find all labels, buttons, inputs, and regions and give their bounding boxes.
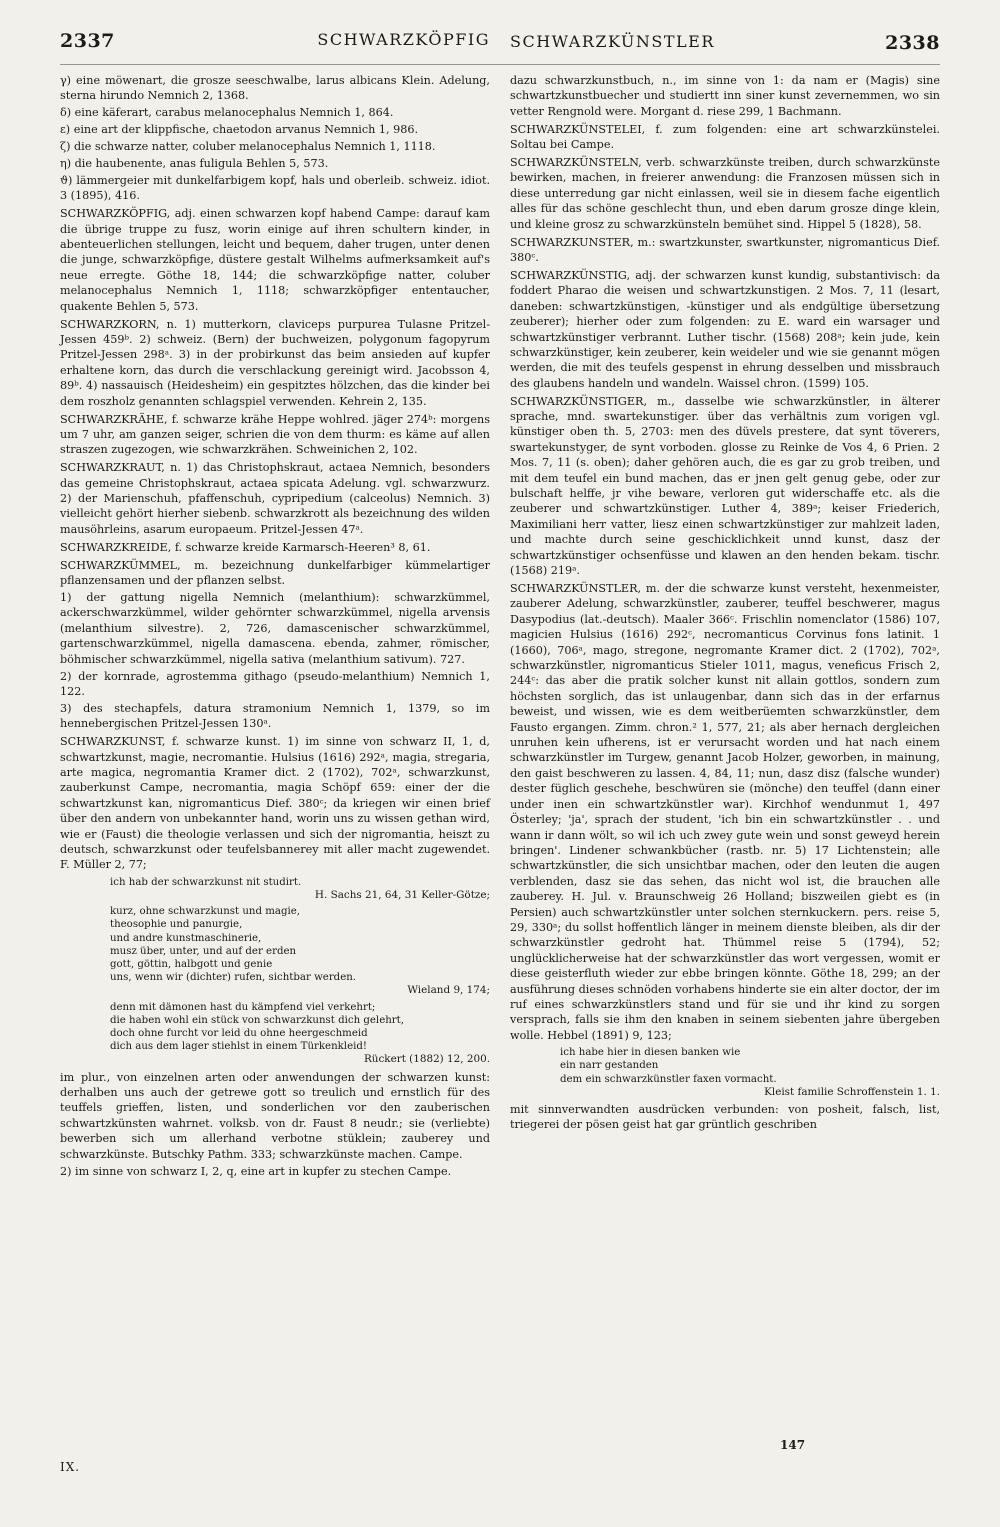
entry-paragraph: mit sinnverwandten ausdrücken verbunden: von posheit, falsch, list, triegerei der pösen geist hat gar grüntlich geschriben [510,1103,940,1132]
entry-schwarzkuenstelei: SCHWARZKÜNSTELEI, f. zum folgenden: eine art schwarzkünstelei. Soltau bei Campe. [510,122,940,152]
entry-schwarzkunst: SCHWARZKUNST, f. schwarze kunst. 1) im sinne von schwarz II, 1, d, schwartzkunst, magie, necromantie. Hulsius (1616) 292ᵃ, magia, stregaria, arte magica, negromantia Kramer dict. 2 (1702), 702ᵃ, schwarzkunst, zauberkunst Campe, necromantia, magia Schöpf 659: einer der die schwartzkunst kan, nigromanticus Dief. 380ᶜ; da kriegen wir einen brief über den andern von unbekannter hand, worin uns zu wissen gethan wird, wie er (Faust) die theologie verlassen und sich der nigromantia, heiszt zu deutsch, schwarzkunst oder teufelsbannerey mit aller macht zugewendet. F. Müller 2, 77; [60,735,490,872]
verse-line: und andre kunstmaschinerie, [110,932,262,944]
right-header [510,32,940,54]
entry-schwarzkuemmel: SCHWARZKÜMMEL, m. bezeichnung dunkelfarbiger kümmelartiger pflanzensamen und der pflanzen selbst. [60,558,490,588]
left-header [60,30,490,52]
entry-schwarzkraehe: SCHWARZKRÄHE, f. schwarze krähe Heppe wohlred. jäger 274ᵇ: morgens um 7 uhr, am ganzen seiger, schrien die von dem thurm: es käme auf allen straszen zugezogen, wie schwarzkrähen. Schweinichen 2, 102. [60,412,490,457]
verse-line: gott, göttin, halbgott und genie [110,959,273,971]
entry-schwarzkraut: SCHWARZKRAUT, n. 1) das Christophskraut, actaea Nemnich, besonders das gemeine Christophskraut, actaea spicata Adelung. vgl. schwarzwurz. 2) der Marienschuh, pfaffenschuh, cypripedium (calceolus) Nemnich. 3) vielleicht gehört hierher siebenb. schwarzkrott als bezeichnung des wilden mausöhrleins, asarum europaeum. Pritzel-Jessen 47ᵃ. [60,461,490,536]
verse-line: theosophie und panurgie, [110,919,243,931]
quote-source: Rückert (1882) 12, 200. [363,1053,490,1066]
verse-line: ich hab der schwarzkunst nit studirt. [110,876,302,888]
verse-quote [60,1001,490,1067]
volume-mark: IX. [60,1460,81,1474]
entry-schwarzkoepfig: SCHWARZKÖPFIG, adj. einen schwarzen kopf habend Campe: darauf kam die übrige truppe zu fusz, worin einige auf ihren schultern kinder, in abenteuerlichen stellungen, leicht und bequem, daher trugen, unter denen die junge, schwarzköpfige, düstere gestalt Wilhelms aufmerksamkeit auf's neue erregte. Göthe 18, 144; die schwarzköpfige natter, coluber melanocephalus Nemnich 1, 1118; schwarzköpfiger ententaucher, quakente Behlen 5, 573. [60,207,490,313]
right-column [510,73,940,1181]
quote-source: Kleist familie Schroffenstein 1. 1. [764,1085,940,1098]
entry-paragraph: δ) eine käferart, carabus melanocephalus Nemnich 1, 864. [60,106,394,120]
verse-line: dich aus dem lager stiehlst in einem Türkenkleid! [110,1041,367,1053]
verse-line: ein narr gestanden [560,1060,659,1072]
left-headword: SCHWARZKÖPFIG [317,30,490,49]
entry-schwarzkunster: SCHWARZKUNSTER, m.: swartzkunster, swartkunster, nigromanticus Dief. 380ᶜ. [510,235,940,264]
entry-paragraph: γ) eine möwenart, die grosze seeschwalbe, larus albicans Klein. Adelung, sterna hirundo Nemnich 2, 1368. [60,74,490,103]
entry-paragraph: η) die haubenente, anas fuligula Behlen 5, 573. [60,157,329,171]
verse-quote [510,1046,940,1099]
verse-line: dem ein schwarzkünstler faxen vormacht. [560,1073,777,1085]
left-column [60,73,490,1181]
verse-quote [60,876,490,902]
quote-source: H. Sachs 21, 64, 31 Keller-Götze; [314,889,490,902]
entry-paragraph: ε) eine art der klippfische, chaetodon arvanus Nemnich 1, 986. [60,123,419,137]
entry-paragraph: 1) der gattung nigella Nemnich (melanthium): schwarzkümmel, ackerschwarzkümmel, wilder gehörnter schwarzkümmel, nigella arvensis (melanthium silvestre). 2, 726, damascenischer schwarzkümmel, gartenschwarzkümmel, nigella damascena. ebenda, zahmer, römischer, böhmischer schwarzkümmel, nigella sativa (melanthium sativum). 727. [60,591,490,666]
entry-schwarzkuensteln: SCHWARZKÜNSTELN, verb. schwarzkünste treiben, durch schwarzkünste bewirken, machen, in freierer anwendung: die Franzosen müssen sich in diese unterredung gar nicht einlassen, weil sie in diesem fache eigentlich alles für das schöne geschlecht thun, und eben darum grosze dinge klein, und kleine grosz zu schwarzkünsteln bemühet sind. Hippel 5 (1828), 58. [510,156,940,231]
entry-paragraph: 3) des stechapfels, datura stramonium Nemnich 1, 1379, so im hennebergischen Pritzel-Jessen 130ᵃ. [60,701,490,731]
entry-schwarzkuenstiger: SCHWARZKÜNSTIGER, m., dasselbe wie schwarzkünstler, in älterer sprache, mnd. swartekunstiger. über das verhältnis zum vorigen vgl. künstiger oben th. 5, 2703: men des düvels prestere, dat synt töverers, swartekunstyger, de synt vorboden. glosse zu Reinke de Vos 4, 6 Prien. 2 Mos. 7, 11 (s. oben); daher gehören auch, die es gar zu grob treiben, und mit dem teufel ein bund machen, das er jnen gelt genug gebe, oder zur bulschaft helffe, jr vihe beware, verloren gut widerschaffe etc. als die zeuberer und schwartzkünstiger. Luther 4, 389ᵃ; keiser Friederich, Maximiliani herr vatter, liesz einen schwartzkünstiger zur mahlzeit laden, und machte durch seine geschicklichkeit unnd kunst, dasz der schwartzkünstiger ochsenfüsse und klawen an den henden bekam. tischr. (1568) 219ᵃ. [510,394,940,578]
right-headword: SCHWARZKÜNSTLER [510,32,715,51]
verse-line: uns, wenn wir (dichter) rufen, sichtbar werden. [110,972,357,984]
entry-paragraph: 2) im sinne von schwarz I, 2, q, eine art in kupfer zu stechen Campe. [60,1164,452,1178]
verse-line: denn mit dämonen hast du kämpfend viel verkehrt; [110,1001,376,1013]
entry-schwarzkuenstig: SCHWARZKÜNSTIG, adj. der schwarzen kunst kundig, substantivisch: da foddert Pharao die weisen und schwartzkunstigen. 2 Mos. 7, 11 (lesart, daneben: schwartzkünstigen, -künstiger und als endgültige übersetzung zeuberer); hierher oder zum folgenden: zu E. ward ein warsager und schwartzkünstiger verbrannt. Luther tischr. (1568) 208ᵃ; kein jude, kein schwarzkünstiger, kein zeuberer, kein weideler und wie sie genannt mögen werden, die mit des teufels gespenst in ehrung desselben und missbrauch des glaubens handeln und wandeln. Waissel chron. (1599) 105. [510,268,940,390]
entry-schwarzkreide: SCHWARZKREIDE, f. schwarze kreide Karmarsch-Heeren³ 8, 61. [60,540,431,554]
verse-line: kurz, ohne schwarzkunst und magie, [110,906,301,918]
right-page-number: 2338 [885,32,940,54]
text-columns [60,73,940,1181]
verse-line: musz über, unter, und auf der erden [110,945,297,957]
sheet-number: 147 [780,1438,806,1452]
entry-schwarzkuenstler: SCHWARZKÜNSTLER, m. der die schwarze kunst versteht, hexenmeister, zauberer Adelung, schwarzkünstler, zauberer, teuffel beschwerer, magus Dasypodius (lat.-deutsch). Maaler 366ᶜ. Frischlin nomenclator (1586) 107, magicien Hulsius (1616) 292ᶜ, necromanticus Corvinus fons latinit. 1 (1660), 706ᵃ, mago, stregone, negromante Kramer dict. 2 (1702), 702ᵃ, schwarzkünstler, nigromanticus Stieler 1011, magus, veneficus Frisch 2, 244ᶜ: das aber die pratik solcher kunst nit allain gottlos, sondern zum höchsten sorglich, das ist unlaugenbar, dann sich das in der erfarnus beweist, und wissen, wie es dem weitberüemten schwarzkünstler, dem Fausto ergangen. Zimm. chron.² 1, 577, 21; als aber hernach dergleichen unruhen kein ufherens, ist er verursacht worden und hat nach einem schwarzkünstler im Turgew, genannt Jacob Holzer, geworben, in mainung, den gaist beschweren zu lassen. 4, 84, 11; nun, dasz disz (falsche wunder) dester füglich geschehe, beschwüren sie (mönche) den teuffel (dann einer under inen ein schwartzkünstler war). Kirchhof wendunmut 1, 497 Österley; 'ja', sprach der student, 'ich bin ein schwartzkünstler . . und wann ir dann wölt, so wil ich uch zwey gute wein und sonst geweyd herein bringen'. Lindener schwankbücher (rastb. nr. 5) 17 Lichtenstein; alle schwartzkünstler, die sich unsichtbar machen, oder den leuten die augen verblenden, dasz sie das sehen, das nicht wol ist, die brauchen alle zauberey. H. Jul. v. Braunschweig 26 Holland; biszweilen giebt es (in Persien) auch schwartzkünstler unter solchen sternkuckern. pers. reise 5, 29, 330ᵃ; du sollst hoffentlich länger in meinem dienste bleiben, als dir der schwarzkünstler gedroht hat. Thümmel reise 5 (1794), 52; unglücklicherweise hat der schwarzkünstler das wort vergessen, womit er diese geisterfluth wieder zur ebbe bringen könnte. Göthe 18, 299; an der ausführung dieses schnöden vorhabens hinderte sie ein alter doctor, der im ruf eines schwarzkünstlers stand und für sie und ihr kind zu sorgen versprach, falls sie ihm den knaben in seinem siebenten jahre übergeben wolle. Hebbel (1891) 9, 123; [510,582,940,1042]
verse-line: doch ohne furcht vor leid du ohne heergeschmeid [110,1028,368,1040]
entry-paragraph: dazu schwarzkunstbuch, n., im sinne von 1: da nam er (Magis) sine schwartzkunstbuecher und studiertt inn siner kunst zevernemmen, wo sin vetter Rengnold were. Morgant d. riese 299, 1 Bachmann. [510,74,940,118]
left-page-number: 2337 [60,30,115,52]
entry-paragraph: ϑ) lämmergeier mit dunkelfarbigem kopf, hals und oberleib. schweiz. idiot. 3 (1895), 416. [60,173,490,203]
quote-source: Wieland 9, 174; [407,984,490,997]
verse-line: die haben wohl ein stück von schwarzkunst dich gelehrt, [110,1014,404,1026]
entry-paragraph: im plur., von einzelnen arten oder anwendungen der schwarzen kunst: derhalben uns auch der getrewe gott so treulich und ernstlich für des teuffels grieffen, listen, und sonderlichen vor den zauberischen schwartzkünsten wahrnet. volksb. von dr. Faust 8 neudr.; sie (verliebte) bewerben sich um allerhand verbotne stüklein; zauberey und schwarzkünste. Butschky Pathm. 333; schwarzkünste machen. Campe. [60,1070,490,1161]
page-header [60,30,940,65]
verse-quote [60,905,490,997]
entry-paragraph: 2) der kornrade, agrostemma githago (pseudo-melanthium) Nemnich 1, 122. [60,669,490,698]
entry-paragraph: ζ) die schwarze natter, coluber melanocephalus Nemnich 1, 1118. [60,140,436,154]
verse-line: ich habe hier in diesen banken wie [560,1047,741,1059]
entry-schwarzkorn: SCHWARZKORN, n. 1) mutterkorn, claviceps purpurea Tulasne Pritzel-Jessen 459ᵇ. 2) schweiz. (Bern) der buchweizen, polygonum fagopyrum Pritzel-Jessen 298ᵃ. 3) in der probirkunst das beim ansieden auf kupfer erhaltene korn, das durch die verschlackung gereinigt wird. Jacobsson 4, 89ᵇ. 4) nassauisch (Heidesheim) ein gespitztes hölzchen, das die kinder bei dem roszholz genannten schlagspiel verwenden. Kehrein 2, 135. [60,317,490,408]
